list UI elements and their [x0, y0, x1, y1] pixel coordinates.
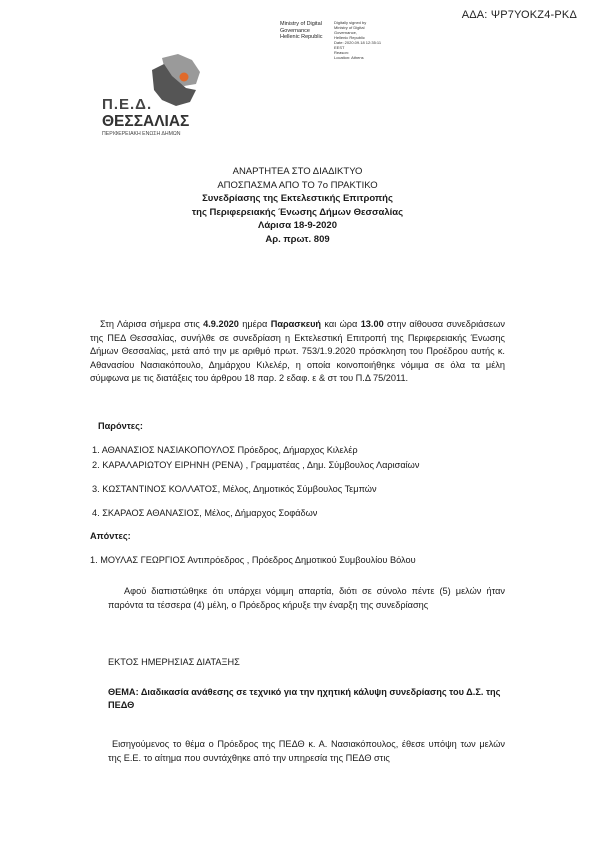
present-member: 2. ΚΑΡΑΛΑΡΙΩΤΟΥ ΕΙΡΗΝΗ (ΡΕΝΑ) , Γραμματέας , Δημ. Σύμβουλος Λαρισαίων	[92, 460, 420, 470]
intro-text: στην αίθουσα συνεδριάσεων της ΠΕΔ Θεσσαλίας, συνήλθε σε συνεδρίαση η Εκτελεστική Επιτροπή της Περιφερειακής Ένωσης Δήμων Θεσσαλίας, μετά από την με αριθμό πρωτ. 753/1.9.2020 πρόσκληση του Προέδρου αυτής κ. Αθανασίου Νασιακόπουλο, Δημάρχου Κιλελέρ, η οποία κοινοποιήθηκε νόμιμα σε όλα τα μέλη σύμφωνα με τις διατάξεις του άρθρου 18 παρ. 2 εδαφ. ε & στ του Π.Δ 75/2011.	[90, 319, 505, 383]
intro-paragraph	[90, 318, 505, 386]
logo-main-text: ΘΕΣΣΑΛΙΑΣ	[102, 113, 190, 130]
intro-text: ημέρα	[238, 319, 271, 329]
present-label: Παρόντες:	[98, 421, 143, 431]
logo-top-text: Π.Ε.Δ.	[102, 96, 153, 113]
signature-line: Hellenic Republic	[334, 35, 365, 40]
signature-line: Location: Athens	[334, 55, 364, 60]
heading-line: ΑΝΑΡΤΗΤΕΑ ΣΤΟ ΔΙΑΔΙΚΤΥΟ	[232, 166, 363, 177]
heading-line: Συνεδρίασης της Εκτελεστικής Επιτροπής	[202, 193, 393, 204]
signature-line: Reason:	[334, 50, 349, 55]
present-member: 4. ΣΚΑΡΑΟΣ ΑΘΑΝΑΣΙΟΣ, Μέλος, Δήμαρχος Σοφάδων	[92, 508, 318, 518]
intro-text: Στη Λάρισα σήμερα στις	[100, 319, 204, 329]
signature-issuer	[280, 21, 332, 41]
heading-date: Λάρισα 18-9-2020	[258, 220, 337, 231]
meeting-date: 4.9.2020	[203, 319, 239, 329]
meeting-day: Παρασκευή	[270, 319, 322, 329]
absent-label: Απόντες:	[90, 531, 131, 541]
absent-member: 1. ΜΟΥΛΑΣ ΓΕΩΡΓΙΟΣ Αντιπρόεδρος , Πρόεδρος Δημοτικού Συμβουλίου Βόλου	[90, 555, 416, 565]
closing-paragraph: Εισηγούμενος το θέμα ο Πρόεδρος της ΠΕΔΘ κ. Α. Νασιακόπουλος, έθεσε υπόψη των μελών της Ε.Ε. το αίτημα που συντάχθηκε από την υπηρεσία της ΠΕΔΘ στις	[108, 739, 505, 763]
signature-line: Ministry of Digital	[280, 21, 322, 27]
signature-line: Digitally signed by	[334, 20, 367, 25]
signature-details	[334, 20, 404, 60]
agenda-note: ΕΚΤΟΣ ΗΜΕΡΗΣΙΑΣ ΔΙΑΤΑΞΗΣ	[108, 657, 240, 667]
subject: ΘΕΜΑ: Διαδικασία ανάθεσης σε τεχνικό για την ηχητική κάλυψη συνεδρίασης του Δ.Σ. της ΠΕΔΘ	[108, 687, 501, 710]
ped-thessalias-logo	[100, 50, 205, 140]
signature-line: Hellenic Republic	[280, 34, 323, 40]
meeting-time: 13.00	[360, 319, 384, 329]
present-member: 1. ΑΘΑΝΑΣΙΟΣ ΝΑΣΙΑΚΟΠΟΥΛΟΣ Πρόεδρος, Δήμαρχος Κιλελέρ	[92, 445, 358, 455]
protocol-number: Αρ. πρωτ. 809	[265, 233, 330, 245]
present-member: 3. ΚΩΣΤΑΝΤΙΝΟΣ ΚΟΛΛΑΤΟΣ, Μέλος, Δημοτικός Σύμβουλος Τεμπών	[92, 484, 377, 494]
intro-text: και ώρα	[321, 319, 361, 329]
document-heading	[90, 165, 505, 246]
ada-code: ΑΔΑ: ΨΡ7ΥΟΚΖ4-ΡΚΔ	[461, 9, 577, 21]
signature-line: Governance,	[334, 30, 357, 35]
heading-line: ΑΠΟΣΠΑΣΜΑ ΑΠΟ ΤΟ 7ο ΠΡΑΚΤΙΚΟ	[217, 179, 378, 191]
signature-line: EEST	[334, 45, 345, 50]
logo-sub-text: ΠΕΡΙΦΕΡΕΙΑΚΗ ΕΝΩΣΗ ΔΗΜΩΝ	[102, 131, 181, 137]
heading-line: της Περιφερειακής Ένωσης Δήμων Θεσσαλίας	[191, 206, 404, 218]
signature-line: Ministry of Digital	[334, 25, 365, 30]
signature-line: Governance	[280, 27, 310, 34]
signature-line: Date: 2020.09.18 12:35:11	[334, 40, 382, 45]
quorum-paragraph: Αφού διαπιστώθηκε ότι υπάρχει νόμιμη απαρτία, διότι σε σύνολο πέντε (5) μελών ήταν παρόντα τα τέσσερα (4) μέλη, ο Πρόεδρος κήρυξε την έναρξη της συνεδρίασης	[108, 586, 505, 610]
